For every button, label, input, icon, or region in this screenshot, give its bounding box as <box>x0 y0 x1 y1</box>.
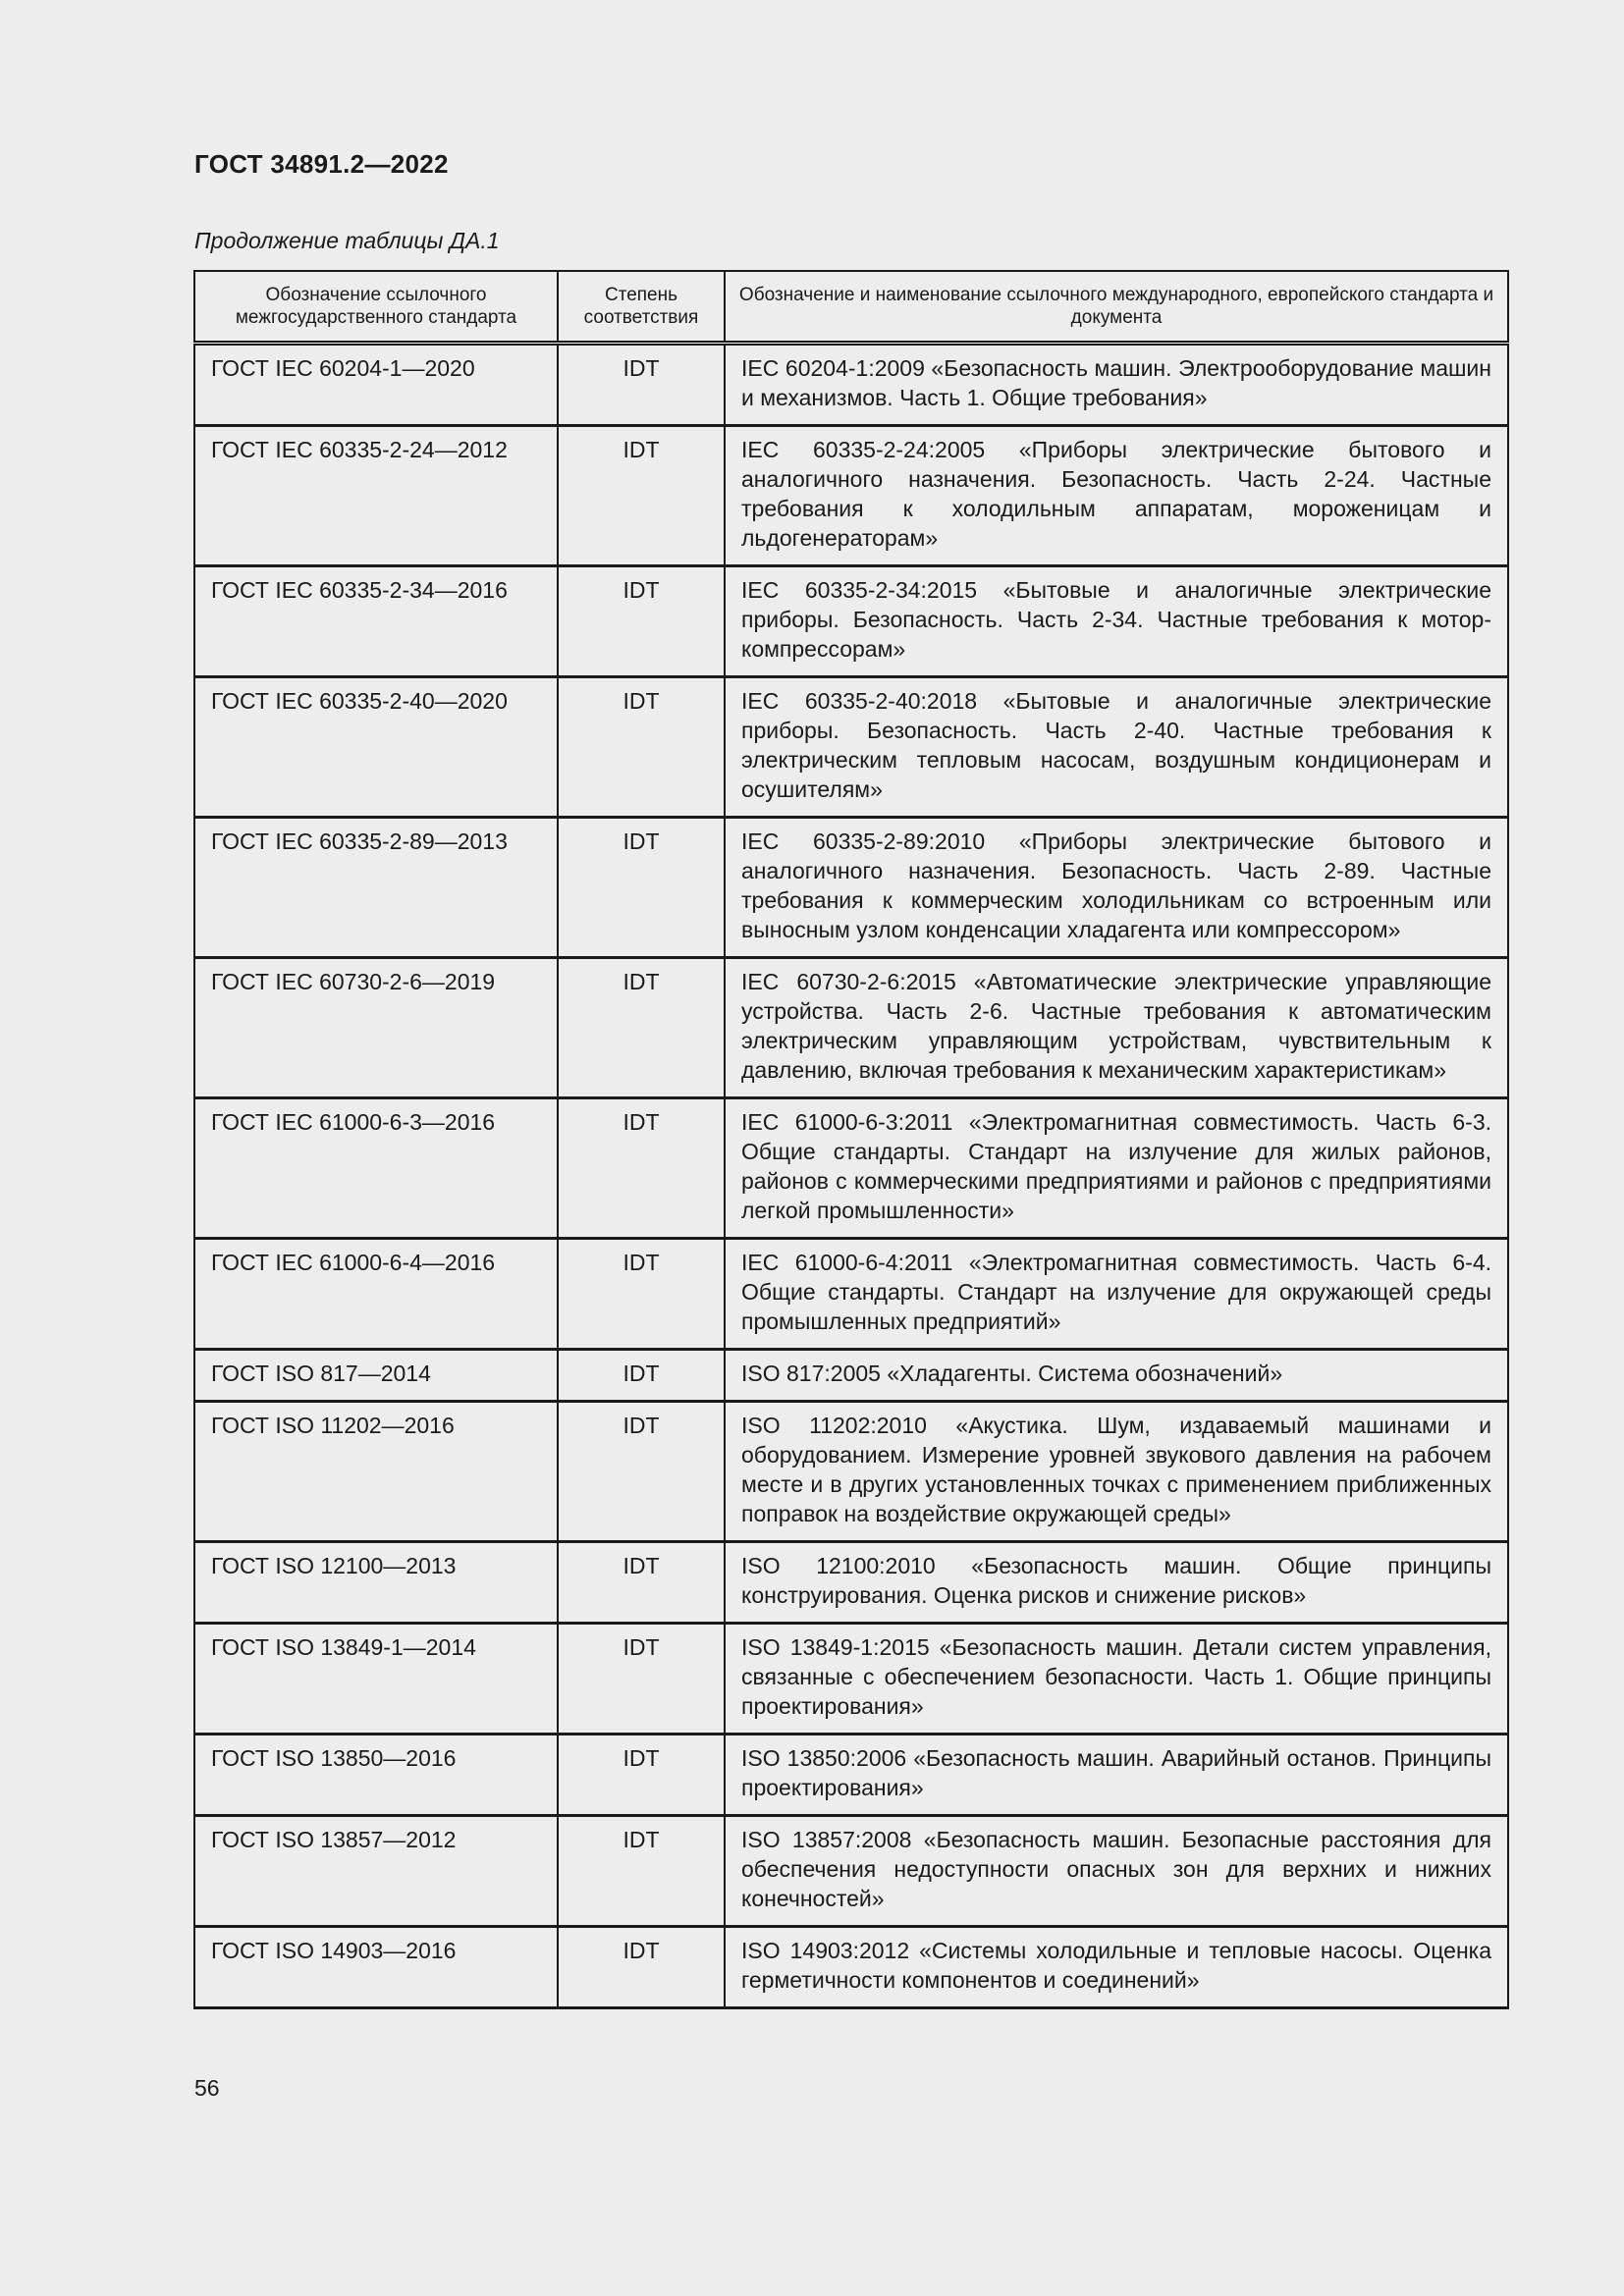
cell-designation: ГОСТ ISO 14903—2016 <box>194 1927 558 2008</box>
cell-designation: ГОСТ IEC 60335-2-89—2013 <box>194 818 558 958</box>
cell-title: ISO 817:2005 «Хладагенты. Система обозначений» <box>725 1350 1508 1402</box>
cell-degree: IDT <box>558 958 725 1098</box>
cell-degree: IDT <box>558 1927 725 2008</box>
table-row <box>194 677 1508 818</box>
cell-degree: IDT <box>558 677 725 818</box>
cell-degree: IDT <box>558 1624 725 1735</box>
cell-title: IEC 61000-6-4:2011 «Электромагнитная совместимость. Часть 6-4. Общие стандарты. Стандарт на излучение для окружающей среды промышленных предприятий» <box>725 1239 1508 1350</box>
cell-degree: IDT <box>558 1350 725 1402</box>
cell-designation: ГОСТ ISO 12100—2013 <box>194 1542 558 1624</box>
table-row <box>194 1624 1508 1735</box>
table-row <box>194 1098 1508 1239</box>
reference-standards-table <box>193 270 1509 2009</box>
table-body <box>194 344 1508 2008</box>
table-row <box>194 1239 1508 1350</box>
cell-designation: ГОСТ IEC 60335-2-24—2012 <box>194 426 558 566</box>
cell-title: ISO 13849-1:2015 «Безопасность машин. Детали систем управления, связанные с обеспечением безопасности. Часть 1. Общие принципы проектирования» <box>725 1624 1508 1735</box>
table-row <box>194 426 1508 566</box>
cell-title: ISO 14903:2012 «Системы холодильные и тепловые насосы. Оценка герметичности компонентов и соединений» <box>725 1927 1508 2008</box>
cell-title: ISO 12100:2010 «Безопасность машин. Общие принципы конструирования. Оценка рисков и снижение рисков» <box>725 1542 1508 1624</box>
cell-degree: IDT <box>558 818 725 958</box>
cell-title: IEC 60730-2-6:2015 «Автоматические электрические управляющие устройства. Часть 2-6. Частные требования к автоматическим электрическим управляющим устройствам, чувствительным к давлению, включая требования к механическим характеристикам» <box>725 958 1508 1098</box>
cell-designation: ГОСТ IEC 61000-6-4—2016 <box>194 1239 558 1350</box>
cell-designation: ГОСТ ISO 13850—2016 <box>194 1735 558 1816</box>
cell-title: IEC 60335-2-40:2018 «Бытовые и аналогичные электрические приборы. Безопасность. Часть 2-40. Частные требования к электрическим тепловым насосам, воздушным кондиционерам и осушителям» <box>725 677 1508 818</box>
table-row <box>194 1816 1508 1927</box>
column-header-designation: Обозначение ссылочного межгосударственного стандарта <box>194 271 558 344</box>
cell-degree: IDT <box>558 1239 725 1350</box>
cell-degree: IDT <box>558 344 725 426</box>
cell-title: IEC 60204-1:2009 «Безопасность машин. Электрооборудование машин и механизмов. Часть 1. Общие требования» <box>725 344 1508 426</box>
table-header-row <box>194 271 1508 344</box>
column-header-degree: Степень соответствия <box>558 271 725 344</box>
table-row <box>194 958 1508 1098</box>
cell-degree: IDT <box>558 1542 725 1624</box>
cell-degree: IDT <box>558 1735 725 1816</box>
cell-title: ISO 11202:2010 «Акустика. Шум, издаваемый машинами и оборудованием. Измерение уровней звукового давления на рабочем месте и в других установленных точках с применением приближенных поправок на воздействие окружающей среды» <box>725 1402 1508 1542</box>
table-row <box>194 566 1508 677</box>
table-row <box>194 1735 1508 1816</box>
table-row <box>194 818 1508 958</box>
cell-degree: IDT <box>558 1816 725 1927</box>
cell-degree: IDT <box>558 1402 725 1542</box>
cell-degree: IDT <box>558 566 725 677</box>
cell-designation: ГОСТ ISO 817—2014 <box>194 1350 558 1402</box>
table-caption: Продолжение таблицы ДА.1 <box>194 228 500 253</box>
cell-designation: ГОСТ ISO 13849-1—2014 <box>194 1624 558 1735</box>
cell-designation: ГОСТ IEC 60204-1—2020 <box>194 344 558 426</box>
cell-title: IEC 60335-2-24:2005 «Приборы электрические бытового и аналогичного назначения. Безопасность. Часть 2-24. Частные требования к холодильным аппаратам, мороженицам и льдогенераторам» <box>725 426 1508 566</box>
cell-degree: IDT <box>558 1098 725 1239</box>
cell-designation: ГОСТ ISO 11202—2016 <box>194 1402 558 1542</box>
cell-designation: ГОСТ ISO 13857—2012 <box>194 1816 558 1927</box>
cell-designation: ГОСТ IEC 60730-2-6—2019 <box>194 958 558 1098</box>
table-row <box>194 344 1508 426</box>
column-header-title: Обозначение и наименование ссылочного международного, европейского стандарта и документа <box>725 271 1508 344</box>
table-row <box>194 1542 1508 1624</box>
cell-designation: ГОСТ IEC 61000-6-3—2016 <box>194 1098 558 1239</box>
document-header-title: ГОСТ 34891.2—2022 <box>194 149 449 179</box>
cell-title: IEC 60335-2-89:2010 «Приборы электрические бытового и аналогичного назначения. Безопасность. Часть 2-89. Частные требования к коммерческим холодильникам со встроенным или выносным узлом конденсации хладагента или компрессором» <box>725 818 1508 958</box>
table-row <box>194 1927 1508 2008</box>
table-row <box>194 1350 1508 1402</box>
cell-title: ISO 13850:2006 «Безопасность машин. Аварийный останов. Принципы проектирования» <box>725 1735 1508 1816</box>
cell-designation: ГОСТ IEC 60335-2-34—2016 <box>194 566 558 677</box>
cell-title: IEC 61000-6-3:2011 «Электромагнитная совместимость. Часть 6-3. Общие стандарты. Стандарт на излучение для жилых районов, районов с коммерческими предприятиями и районов с предприятиями легкой промышленности» <box>725 1098 1508 1239</box>
cell-degree: IDT <box>558 426 725 566</box>
table-row <box>194 1402 1508 1542</box>
cell-designation: ГОСТ IEC 60335-2-40—2020 <box>194 677 558 818</box>
cell-title: IEC 60335-2-34:2015 «Бытовые и аналогичные электрические приборы. Безопасность. Часть 2-34. Частные требования к мотор-компрессорам» <box>725 566 1508 677</box>
cell-title: ISO 13857:2008 «Безопасность машин. Безопасные расстояния для обеспечения недоступности опасных зон для верхних и нижних конечностей» <box>725 1816 1508 1927</box>
page-number: 56 <box>194 2075 220 2101</box>
